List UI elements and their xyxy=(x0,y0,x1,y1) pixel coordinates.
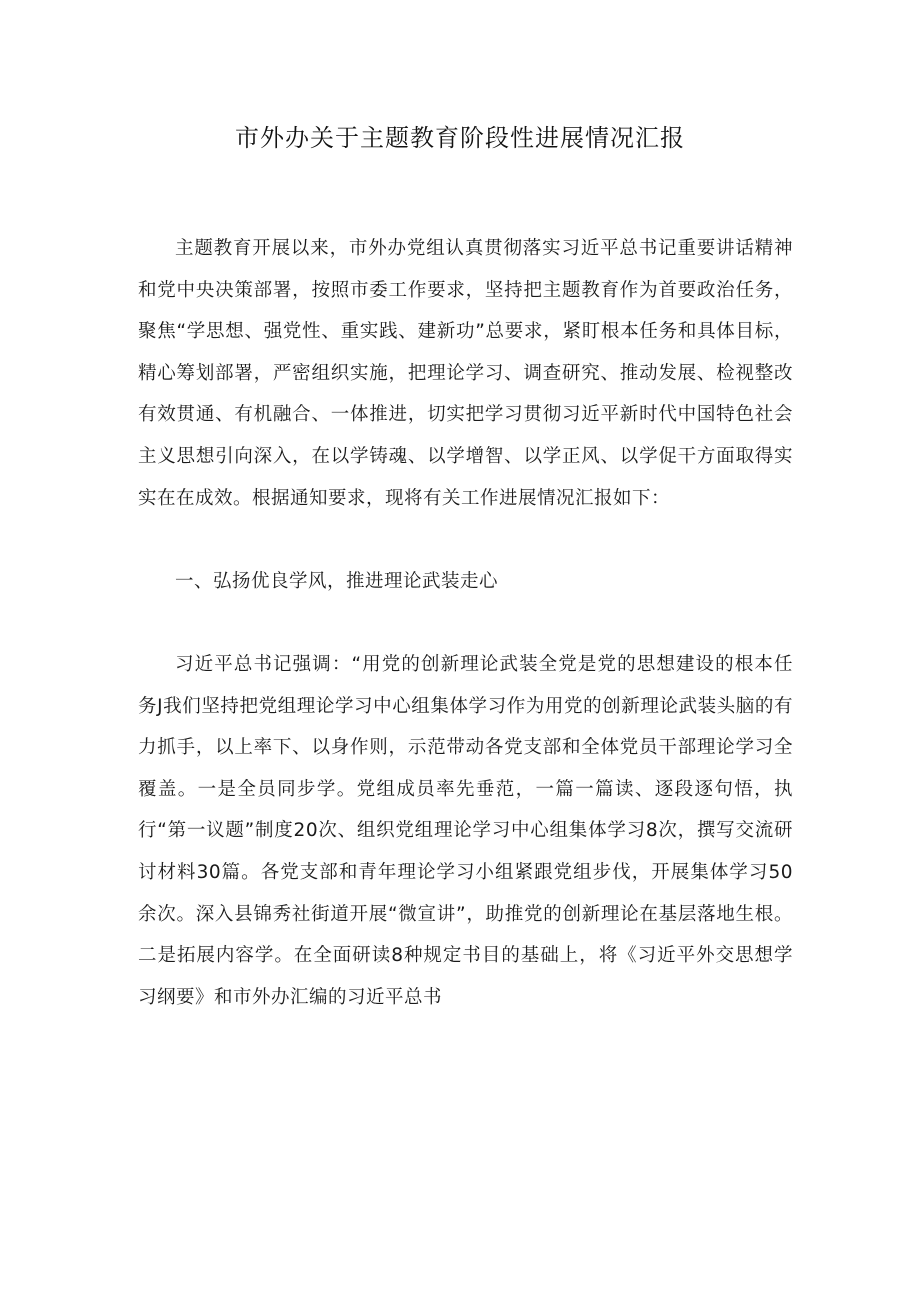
document-title: 市外办关于主题教育阶段性进展情况汇报 xyxy=(235,124,685,152)
document-body xyxy=(138,228,793,1018)
section-paragraph: 习近平总书记强调：“用党的创新理论武装全党是党的思想建设的根本任务J我们坚持把党组理论学习中心组集体学习作为用党的创新理论武装头脑的有力抓手，以上率下、以身作则，示范带动各党支部和全体党员干部理论学习全覆盖。一是全员同步学。党组成员率先垂范，一篇一篇读、逐段逐句悟，执行“第一议题”制度20次、组织党组理论学习中心组集体学习8次，撰写交流研讨材料30篇。各党支部和青年理论学习小组紧跟党组步伐，开展集体学习50余次。深入县锦秀社街道开展“微宣讲”，助推党的创新理论在基层落地生根。二是拓展内容学。在全面研读8种规定书目的基础上，将《习近平外交思想学习纲要》和市外办汇编的习近平总书 xyxy=(138,653,793,1008)
section-heading: 一、弘扬优良学风，推进理论武装走心 xyxy=(175,570,499,592)
intro-paragraph: 主题教育开展以来，市外办党组认真贯彻落实习近平总书记重要讲话精神和党中央决策部署，按照市委工作要求，坚持把主题教育作为首要政治任务，聚焦“学思想、强党性、重实践、建新功”总要求，紧盯根本任务和具体目标，精心筹划部署，严密组织实施，把理论学习、调查研究、推动发展、检视整改有效贯通、有机融合、一体推进，切实把学习贯彻习近平新时代中国特色社会主义思想引向深入，在以学铸魂、以学增智、以学正风、以学促干方面取得实实在在成效。根据通知要求，现将有关工作进展情况汇报如下： xyxy=(138,238,793,509)
